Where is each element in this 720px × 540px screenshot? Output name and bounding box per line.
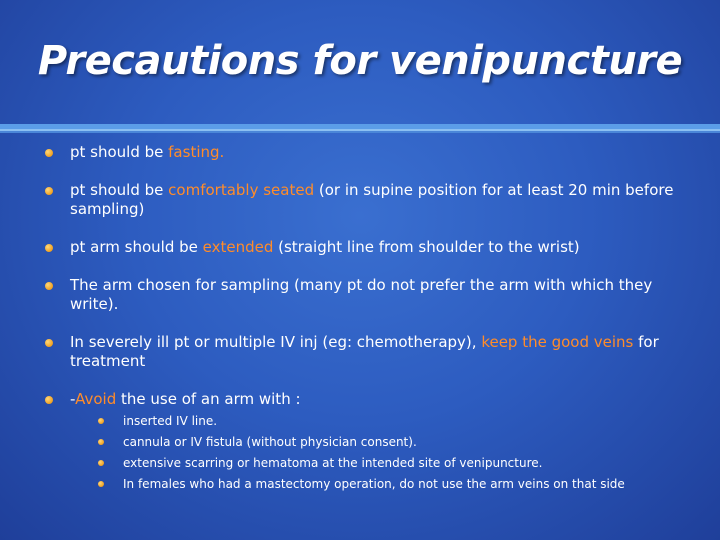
bullet-text: - [70, 390, 76, 408]
highlight-text: comfortably seated [168, 181, 315, 199]
bullet-text: for treatment [70, 333, 659, 370]
bullet-avoid [44, 390, 684, 492]
bullet-severely-ill [44, 333, 684, 371]
title-divider-shadow [0, 131, 720, 133]
bullet-fasting [44, 143, 684, 162]
highlight-text: keep the good veins [481, 333, 634, 351]
bullet-text: pt should be [70, 143, 169, 161]
bullet-list [44, 143, 684, 511]
bullet-text: pt should be [70, 181, 169, 199]
sub-bullet-item: inserted IV line. [70, 413, 684, 429]
highlight-text: Avoid [75, 390, 117, 408]
sub-bullet-item: extensive scarring or hematoma at the intended site of venipuncture. [70, 455, 684, 471]
bullet-text: The arm chosen for sampling (many pt do not prefer the arm with which they write). [70, 276, 653, 313]
highlight-text: fasting. [168, 143, 225, 161]
slide-title: Precautions for venipuncture [37, 38, 683, 84]
bullet-seated [44, 181, 684, 219]
bullet-text: the use of an arm with : [116, 390, 301, 408]
highlight-text: extended [202, 238, 274, 256]
bullet-text: pt arm should be [70, 238, 203, 256]
bullet-text: (or in supine position for at least 20 min before sampling) [70, 181, 674, 218]
bullet-extended [44, 238, 684, 257]
sub-bullet-item: In females who had a mastectomy operation, do not use the arm veins on that side [70, 476, 684, 492]
bullet-text: (straight line from shoulder to the wrist) [273, 238, 580, 256]
bullet-arm-chosen [44, 276, 684, 314]
sub-bullet-list [70, 413, 684, 492]
sub-bullet-item: cannula or IV fistula (without physician consent). [70, 434, 684, 450]
bullet-text: In severely ill pt or multiple IV inj (eg: chemotherapy), [70, 333, 482, 351]
